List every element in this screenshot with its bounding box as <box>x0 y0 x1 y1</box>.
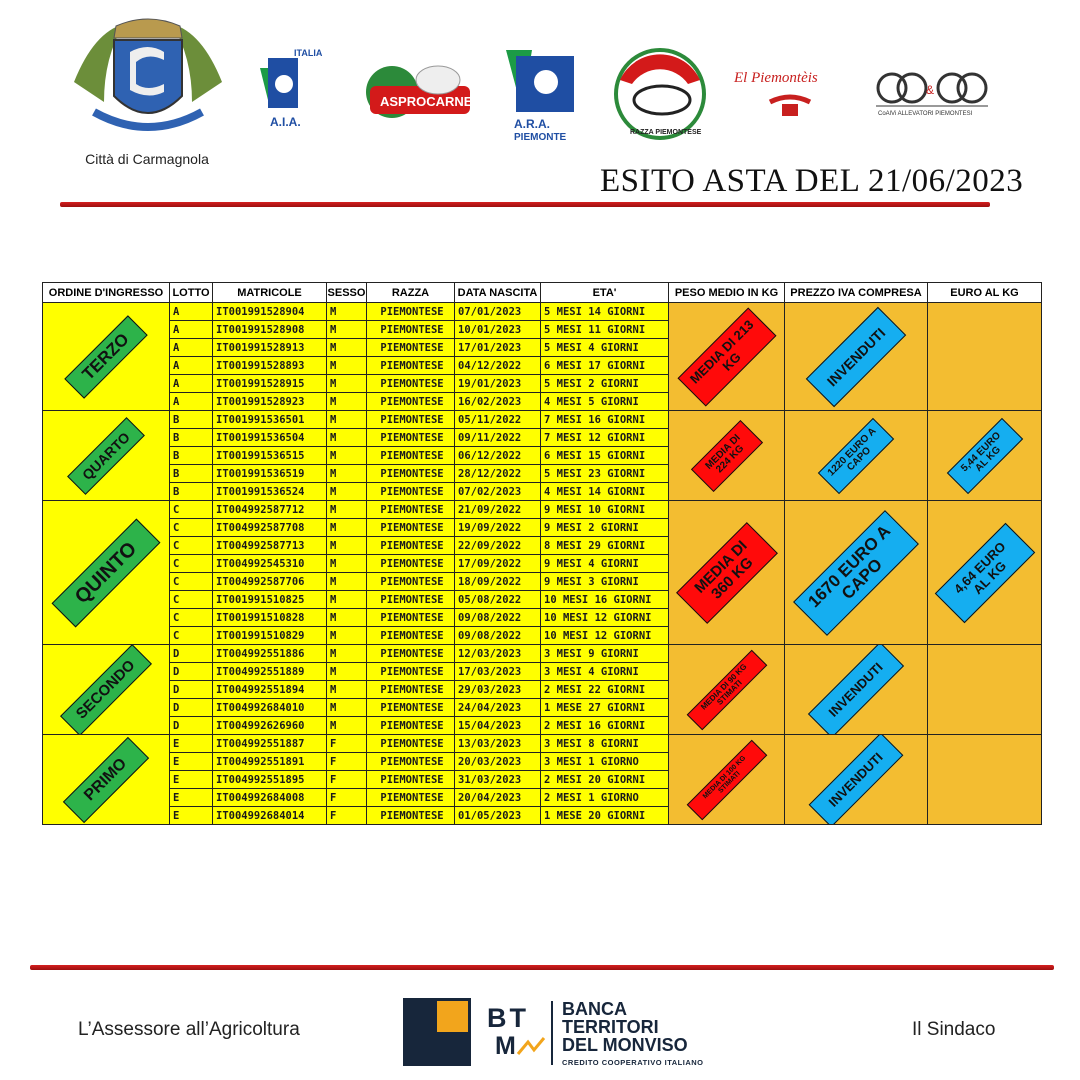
age-cell: 4 MESI 14 GIORNI <box>541 483 669 501</box>
breed-cell: PIEMONTESE <box>367 681 455 699</box>
peso-cell <box>669 501 785 645</box>
age-cell: 2 MESI 22 GIORNI <box>541 681 669 699</box>
euro-kg-cell <box>928 735 1042 825</box>
birth-date-cell: 17/03/2023 <box>455 663 541 681</box>
peso-cell <box>669 303 785 411</box>
matricola-cell: IT004992684008 <box>213 789 327 807</box>
footer-rule <box>30 965 1054 970</box>
peso-stamp: MEDIA DI 224 KG <box>690 419 762 491</box>
breed-cell: PIEMONTESE <box>367 393 455 411</box>
birth-date-cell: 05/11/2022 <box>455 411 541 429</box>
age-cell: 3 MESI 1 GIORNO <box>541 753 669 771</box>
birth-date-cell: 09/08/2022 <box>455 609 541 627</box>
age-cell: 5 MESI 23 GIORNI <box>541 465 669 483</box>
lot-cell: B <box>170 429 213 447</box>
lot-cell: E <box>170 807 213 825</box>
price-stamp: 1670 EURO A CAPO <box>793 510 919 636</box>
column-header: PREZZO IVA COMPRESA <box>785 283 928 303</box>
age-cell: 1 MESE 20 GIORNI <box>541 807 669 825</box>
matricola-cell: IT004992587706 <box>213 573 327 591</box>
birth-date-cell: 22/09/2022 <box>455 537 541 555</box>
birth-date-cell: 06/12/2022 <box>455 447 541 465</box>
bank-name-line-3: DEL MONVISO <box>562 1035 688 1055</box>
column-header: PESO MEDIO IN KG <box>669 283 785 303</box>
sex-cell: M <box>327 321 367 339</box>
lot-cell: C <box>170 573 213 591</box>
bank-abbreviation-top: BT <box>487 1003 529 1033</box>
lot-cell: C <box>170 609 213 627</box>
sex-cell: M <box>327 591 367 609</box>
sex-cell: M <box>327 429 367 447</box>
table-row <box>43 501 1042 519</box>
lot-cell: C <box>170 555 213 573</box>
age-cell: 9 MESI 10 GIORNI <box>541 501 669 519</box>
table-row <box>43 303 1042 321</box>
breed-cell: PIEMONTESE <box>367 447 455 465</box>
order-cell <box>43 303 170 411</box>
age-cell: 6 MESI 17 GIORNI <box>541 357 669 375</box>
age-cell: 2 MESI 20 GIORNI <box>541 771 669 789</box>
lot-cell: D <box>170 717 213 735</box>
birth-date-cell: 18/09/2022 <box>455 573 541 591</box>
matricola-cell: IT004992587712 <box>213 501 327 519</box>
breed-cell: PIEMONTESE <box>367 339 455 357</box>
bank-subtitle: CREDITO COOPERATIVO ITALIANO <box>562 1058 704 1067</box>
lot-cell: B <box>170 465 213 483</box>
svg-text:CoAlVi ALLEVATORI PIEMONTESI: CoAlVi ALLEVATORI PIEMONTESI <box>878 111 973 117</box>
matricola-cell: IT004992545310 <box>213 555 327 573</box>
sex-cell: M <box>327 537 367 555</box>
lot-cell: E <box>170 753 213 771</box>
svg-text:PIEMONTE: PIEMONTE <box>514 132 567 143</box>
sex-cell: M <box>327 627 367 645</box>
birth-date-cell: 17/01/2023 <box>455 339 541 357</box>
birth-date-cell: 28/12/2022 <box>455 465 541 483</box>
breed-cell: PIEMONTESE <box>367 501 455 519</box>
sex-cell: M <box>327 339 367 357</box>
lot-cell: A <box>170 357 213 375</box>
breed-cell: PIEMONTESE <box>367 321 455 339</box>
lot-cell: A <box>170 339 213 357</box>
lot-cell: E <box>170 789 213 807</box>
auction-results-table <box>42 282 1042 825</box>
lot-cell: B <box>170 483 213 501</box>
birth-date-cell: 29/03/2023 <box>455 681 541 699</box>
order-stamp: PRIMO <box>63 736 149 822</box>
euro-kg-cell <box>928 501 1042 645</box>
age-cell: 3 MESI 4 GIORNI <box>541 663 669 681</box>
birth-date-cell: 05/08/2022 <box>455 591 541 609</box>
breed-cell: PIEMONTESE <box>367 591 455 609</box>
peso-stamp: MEDIA DI 90 KG STIMATI <box>686 649 767 730</box>
birth-date-cell: 20/04/2023 <box>455 789 541 807</box>
matricola-cell: IT004992551886 <box>213 645 327 663</box>
breed-cell: PIEMONTESE <box>367 627 455 645</box>
breed-cell: PIEMONTESE <box>367 789 455 807</box>
breed-cell: PIEMONTESE <box>367 753 455 771</box>
peso-cell <box>669 645 785 735</box>
matricola-cell: IT001991528923 <box>213 393 327 411</box>
razza-piemontese-logo <box>608 44 712 144</box>
birth-date-cell: 12/03/2023 <box>455 645 541 663</box>
matricola-cell: IT001991528893 <box>213 357 327 375</box>
matricola-cell: IT001991528908 <box>213 321 327 339</box>
age-cell: 10 MESI 12 GIORNI <box>541 609 669 627</box>
age-cell: 3 MESI 9 GIORNI <box>541 645 669 663</box>
birth-date-cell: 01/05/2023 <box>455 807 541 825</box>
sex-cell: M <box>327 573 367 591</box>
sex-cell: F <box>327 771 367 789</box>
svg-text:ASPROCARNE: ASPROCARNE <box>380 94 473 109</box>
sex-cell: M <box>327 357 367 375</box>
order-stamp: QUINTO <box>52 518 161 627</box>
price-cell <box>785 645 928 735</box>
sex-cell: M <box>327 465 367 483</box>
svg-text:RAZZA PIEMONTESE: RAZZA PIEMONTESE <box>630 129 702 136</box>
birth-date-cell: 09/08/2022 <box>455 627 541 645</box>
column-header: ORDINE D'INGRESSO <box>43 283 170 303</box>
sex-cell: F <box>327 789 367 807</box>
euro-kg-cell <box>928 645 1042 735</box>
matricola-cell: IT004992587708 <box>213 519 327 537</box>
matricola-cell: IT001991536524 <box>213 483 327 501</box>
sex-cell: F <box>327 735 367 753</box>
lot-cell: C <box>170 591 213 609</box>
lot-cell: D <box>170 645 213 663</box>
birth-date-cell: 21/09/2022 <box>455 501 541 519</box>
age-cell: 10 MESI 16 GIORNI <box>541 591 669 609</box>
age-cell: 9 MESI 2 GIORNI <box>541 519 669 537</box>
breed-cell: PIEMONTESE <box>367 357 455 375</box>
age-cell: 7 MESI 16 GIORNI <box>541 411 669 429</box>
breed-cell: PIEMONTESE <box>367 807 455 825</box>
order-cell <box>43 735 170 825</box>
breed-cell: PIEMONTESE <box>367 303 455 321</box>
age-cell: 2 MESI 1 GIORNO <box>541 789 669 807</box>
svg-text:El Piemontèis: El Piemontèis <box>734 70 818 86</box>
age-cell: 9 MESI 3 GIORNI <box>541 573 669 591</box>
header-rule <box>60 202 990 207</box>
bank-abbreviation-bottom: M <box>495 1032 516 1060</box>
column-header: DATA NASCITA <box>455 283 541 303</box>
price-stamp: INVENDUTI <box>809 735 904 825</box>
age-cell: 3 MESI 8 GIORNI <box>541 735 669 753</box>
sex-cell: F <box>327 753 367 771</box>
bank-logo-accent <box>437 1001 468 1032</box>
birth-date-cell: 16/02/2023 <box>455 393 541 411</box>
breed-cell: PIEMONTESE <box>367 771 455 789</box>
matricola-cell: IT001991528904 <box>213 303 327 321</box>
lot-cell: C <box>170 537 213 555</box>
breed-cell: PIEMONTESE <box>367 735 455 753</box>
city-caption: Città di Carmagnola <box>85 151 209 167</box>
matricola-cell: IT001991510829 <box>213 627 327 645</box>
birth-date-cell: 31/03/2023 <box>455 771 541 789</box>
euro-kg-cell <box>928 411 1042 501</box>
lot-cell: A <box>170 375 213 393</box>
birth-date-cell: 24/04/2023 <box>455 699 541 717</box>
lot-cell: E <box>170 771 213 789</box>
matricola-cell: IT001991536519 <box>213 465 327 483</box>
matricola-cell: IT004992684014 <box>213 807 327 825</box>
table-row <box>43 645 1042 663</box>
sex-cell: M <box>327 645 367 663</box>
age-cell: 7 MESI 12 GIORNI <box>541 429 669 447</box>
sex-cell: F <box>327 807 367 825</box>
matricola-cell: IT001991510828 <box>213 609 327 627</box>
sex-cell: M <box>327 555 367 573</box>
sex-cell: M <box>327 717 367 735</box>
matricola-cell: IT001991528915 <box>213 375 327 393</box>
sex-cell: M <box>327 519 367 537</box>
price-cell <box>785 735 928 825</box>
matricola-cell: IT004992626960 <box>213 717 327 735</box>
svg-text:A.I.A.: A.I.A. <box>270 115 301 129</box>
age-cell: 6 MESI 15 GIORNI <box>541 447 669 465</box>
matricola-cell: IT004992551895 <box>213 771 327 789</box>
price-stamp: INVENDUTI <box>806 306 906 406</box>
svg-text:&: & <box>926 83 935 97</box>
lot-cell: E <box>170 735 213 753</box>
price-cell <box>785 501 928 645</box>
matricola-cell: IT004992587713 <box>213 537 327 555</box>
breed-cell: PIEMONTESE <box>367 609 455 627</box>
lot-cell: C <box>170 501 213 519</box>
birth-date-cell: 07/02/2023 <box>455 483 541 501</box>
peso-cell <box>669 735 785 825</box>
svg-text:ITALIA: ITALIA <box>294 48 323 58</box>
matricola-cell: IT004992684010 <box>213 699 327 717</box>
ara-piemonte-logo <box>502 40 582 144</box>
column-header: RAZZA <box>367 283 455 303</box>
order-stamp: SECONDO <box>60 645 152 735</box>
breed-cell: PIEMONTESE <box>367 699 455 717</box>
sex-cell: M <box>327 375 367 393</box>
age-cell: 4 MESI 5 GIORNI <box>541 393 669 411</box>
bank-name-line-1: BANCA <box>562 999 627 1019</box>
price-stamp: 1220 EURO A CAPO <box>818 417 894 493</box>
breed-cell: PIEMONTESE <box>367 537 455 555</box>
birth-date-cell: 19/09/2022 <box>455 519 541 537</box>
sex-cell: M <box>327 609 367 627</box>
age-cell: 5 MESI 4 GIORNI <box>541 339 669 357</box>
birth-date-cell: 20/03/2023 <box>455 753 541 771</box>
sex-cell: M <box>327 501 367 519</box>
order-stamp: QUARTO <box>67 417 145 495</box>
matricola-cell: IT001991536504 <box>213 429 327 447</box>
birth-date-cell: 10/01/2023 <box>455 321 541 339</box>
birth-date-cell: 19/01/2023 <box>455 375 541 393</box>
sex-cell: M <box>327 699 367 717</box>
sex-cell: M <box>327 447 367 465</box>
birth-date-cell: 15/04/2023 <box>455 717 541 735</box>
matricola-cell: IT004992551891 <box>213 753 327 771</box>
breed-cell: PIEMONTESE <box>367 465 455 483</box>
matricola-cell: IT001991536515 <box>213 447 327 465</box>
lot-cell: A <box>170 303 213 321</box>
column-header: SESSO <box>327 283 367 303</box>
sex-cell: M <box>327 483 367 501</box>
order-cell <box>43 411 170 501</box>
lot-cell: C <box>170 627 213 645</box>
bank-logo-swoosh-icon <box>516 1036 546 1060</box>
lot-cell: B <box>170 411 213 429</box>
matricola-cell: IT001991510825 <box>213 591 327 609</box>
breed-cell: PIEMONTESE <box>367 429 455 447</box>
page-title: ESITO ASTA DEL 21/06/2023 <box>600 163 1024 199</box>
column-header: MATRICOLE <box>213 283 327 303</box>
price-stamp: INVENDUTI <box>808 645 904 735</box>
lot-cell: D <box>170 681 213 699</box>
age-cell: 5 MESI 14 GIORNI <box>541 303 669 321</box>
sex-cell: M <box>327 681 367 699</box>
table-body <box>43 303 1042 825</box>
peso-stamp: MEDIA DI 213 KG <box>677 307 776 406</box>
peso-stamp: MEDIA DI 100 KG STIMATI <box>686 739 767 820</box>
price-cell <box>785 411 928 501</box>
euro-kg-stamp: 5,44 EURO AL KG <box>946 417 1022 493</box>
bank-logo-divider <box>551 1001 553 1065</box>
el-piemonteis-logo <box>730 66 860 122</box>
birth-date-cell: 13/03/2023 <box>455 735 541 753</box>
euro-kg-stamp: 4,64 EURO AL KG <box>934 522 1034 622</box>
breed-cell: PIEMONTESE <box>367 663 455 681</box>
column-header: EURO AL KG <box>928 283 1042 303</box>
breed-cell: PIEMONTESE <box>367 717 455 735</box>
lot-cell: A <box>170 321 213 339</box>
euro-kg-cell <box>928 303 1042 411</box>
italia-alleva-logo <box>258 48 336 132</box>
order-stamp: TERZO <box>64 315 147 398</box>
sex-cell: M <box>327 393 367 411</box>
column-header: ETA' <box>541 283 669 303</box>
peso-cell <box>669 411 785 501</box>
lot-cell: B <box>170 447 213 465</box>
asprocarne-logo <box>350 56 476 128</box>
birth-date-cell: 09/11/2022 <box>455 429 541 447</box>
birth-date-cell: 04/12/2022 <box>455 357 541 375</box>
breed-cell: PIEMONTESE <box>367 483 455 501</box>
lot-cell: D <box>170 699 213 717</box>
price-cell <box>785 303 928 411</box>
table-row <box>43 735 1042 753</box>
sex-cell: M <box>327 303 367 321</box>
breed-cell: PIEMONTESE <box>367 645 455 663</box>
table-header-row <box>43 283 1042 303</box>
sex-cell: M <box>327 663 367 681</box>
age-cell: 9 MESI 4 GIORNI <box>541 555 669 573</box>
birth-date-cell: 07/01/2023 <box>455 303 541 321</box>
matricola-cell: IT004992551887 <box>213 735 327 753</box>
lot-cell: C <box>170 519 213 537</box>
age-cell: 8 MESI 29 GIORNI <box>541 537 669 555</box>
table-row <box>43 411 1042 429</box>
matricola-cell: IT001991536501 <box>213 411 327 429</box>
age-cell: 2 MESI 16 GIORNI <box>541 717 669 735</box>
age-cell: 1 MESE 27 GIORNI <box>541 699 669 717</box>
assessore-signature-label: L’Assessore all’Agricoltura <box>78 1019 300 1040</box>
breed-cell: PIEMONTESE <box>367 411 455 429</box>
age-cell: 5 MESI 2 GIORNI <box>541 375 669 393</box>
birth-date-cell: 17/09/2022 <box>455 555 541 573</box>
breed-cell: PIEMONTESE <box>367 519 455 537</box>
matricola-cell: IT001991528913 <box>213 339 327 357</box>
coalvi-logo <box>872 68 992 118</box>
breed-cell: PIEMONTESE <box>367 555 455 573</box>
lot-cell: D <box>170 663 213 681</box>
order-cell <box>43 645 170 735</box>
order-cell <box>43 501 170 645</box>
age-cell: 5 MESI 11 GIORNI <box>541 321 669 339</box>
breed-cell: PIEMONTESE <box>367 375 455 393</box>
peso-stamp: MEDIA DI 360 KG <box>676 522 778 624</box>
age-cell: 10 MESI 12 GIORNI <box>541 627 669 645</box>
column-header: LOTTO <box>170 283 213 303</box>
matricola-cell: IT004992551889 <box>213 663 327 681</box>
breed-cell: PIEMONTESE <box>367 573 455 591</box>
sex-cell: M <box>327 411 367 429</box>
svg-text:A.R.A.: A.R.A. <box>514 117 550 131</box>
bank-name <box>562 1000 688 1054</box>
sindaco-signature-label: Il Sindaco <box>912 1019 996 1040</box>
matricola-cell: IT004992551894 <box>213 681 327 699</box>
bank-name-line-2: TERRITORI <box>562 1017 659 1037</box>
lot-cell: A <box>170 393 213 411</box>
city-crest-logo <box>64 12 232 144</box>
